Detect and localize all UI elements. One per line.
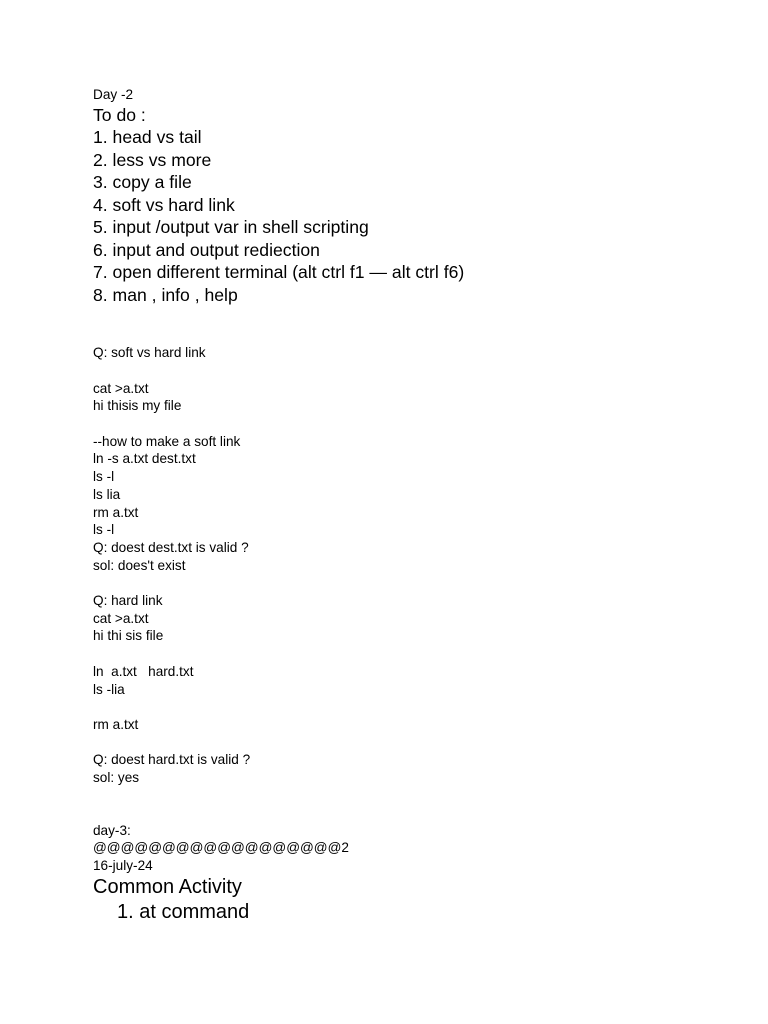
command-line: cat >a.txt (93, 610, 149, 626)
day3-label: day-3: (93, 822, 131, 838)
todo-list (93, 126, 748, 306)
spacer (93, 645, 748, 663)
soft-link-section (93, 344, 748, 574)
spacer (93, 415, 748, 433)
hard-link-section (93, 592, 748, 787)
spacer (93, 362, 748, 380)
spacer (93, 306, 748, 344)
todo-item: 4. soft vs hard link (93, 194, 235, 215)
todo-item: 8. man , info , help (93, 284, 238, 305)
day2-label: Day -2 (93, 87, 134, 102)
solution-line: sol: yes (93, 769, 140, 785)
todo-item: 7. open different terminal (alt ctrl f1 — alt ctrl f6) (93, 262, 465, 283)
day3-date: 16-july-24 (93, 858, 153, 874)
command-line: ln a.txt hard.txt (93, 663, 194, 679)
question-line: Q: doest hard.txt is valid ? (93, 752, 251, 768)
day3-section (93, 822, 748, 925)
todo-item: 3. copy a file (93, 172, 192, 193)
spacer (93, 734, 748, 752)
todo-item: 1. head vs tail (93, 127, 202, 148)
hard-link-question: Q: hard link (93, 593, 163, 608)
text-line: hi thi sis file (93, 628, 164, 644)
spacer (93, 698, 748, 716)
command-line: cat >a.txt (93, 380, 149, 396)
command-line: ls -lia (93, 681, 125, 697)
command-line: rm a.txt (93, 716, 139, 732)
todo-item: 6. input and output rediection (93, 239, 320, 260)
spacer (93, 574, 748, 592)
day3-heading: Common Activity (93, 875, 242, 898)
day3-list-item: 1. at command (117, 900, 250, 923)
command-line: rm a.txt (93, 504, 139, 520)
spacer (93, 787, 748, 822)
command-line: ln -s a.txt dest.txt (93, 451, 196, 467)
command-line: ls -l (93, 522, 115, 538)
command-line: ls -l (93, 469, 115, 485)
todo-heading: To do : (93, 104, 146, 125)
soft-link-question: Q: soft vs hard link (93, 345, 206, 361)
day3-marker: @@@@@@@@@@@@@@@@@@2 (93, 840, 349, 856)
text-line: hi thisis my file (93, 398, 182, 414)
todo-item: 5. input /output var in shell scripting (93, 217, 369, 238)
question-line: Q: doest dest.txt is valid ? (93, 539, 249, 555)
command-line: ls lia (93, 486, 121, 502)
solution-line: sol: does't exist (93, 557, 186, 573)
document-page (93, 86, 748, 925)
todo-item: 2. less vs more (93, 149, 212, 170)
howto-line: --how to make a soft link (93, 433, 241, 449)
